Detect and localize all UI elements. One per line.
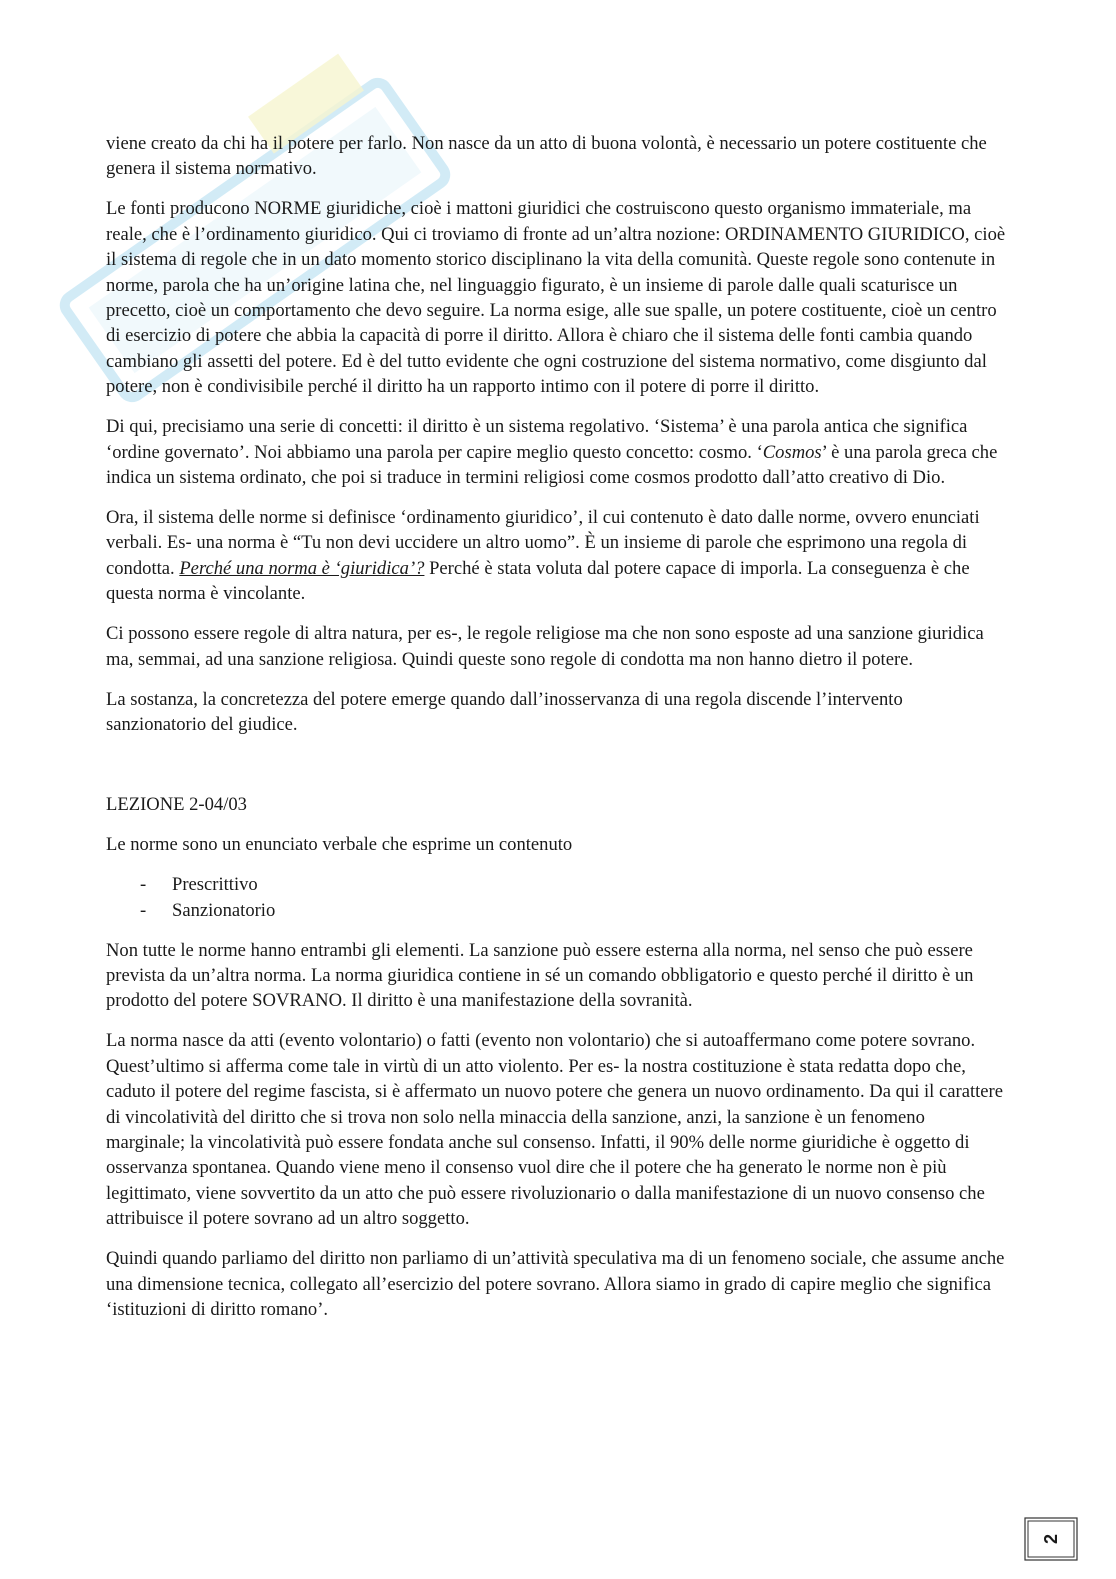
page-number-badge (1022, 1515, 1080, 1563)
lesson-intro: Le norme sono un enunciato verbale che esprime un contenuto (106, 834, 573, 856)
paragraph-atti-fatti: La norma nasce da atti (evento volontario) o fatti (evento non volontario) che si autoaffermano come potere sovrano. Quest’ultimo si afferma come tale in virtù di un atto violento. Per es- la nostra costituzione è stata redatta dopo che, caduto il potere del regime fascista, si è affermato un nuovo potere che genera un nuovo ordinamento. Da qui il carattere di vincolatività del diritto che si trova non solo nella minaccia della sanzione, anzi, la sanzione è un fenomeno marginale; la vincolatività può essere fondata anche sul consenso. Infatti, il 90% delle norme giuridiche è oggetto di osservanza spontanea. Quando viene meno il consenso vuol dire che il potere che ha generato le norme non è più legittimato, viene sovvertito da un atto che può essere rivoluzionario o dalla manifestazione di un nuovo consenso che attribuisce il potere sovrano ad un altro soggetto. (106, 1030, 1003, 1230)
paragraph-regole: Ci possono essere regole di altra natura, per es-, le regole religiose ma che non sono esposte ad una sanzione giuridica ma, semmai, ad una sanzione religiosa. Quindi queste sono regole di condotta ma non hanno dietro il potere. (106, 623, 984, 670)
paragraph-intro: viene creato da chi ha il potere per farlo. Non nasce da un atto di buona volontà, è necessario un potere costituente che genera il sistema normativo. (106, 133, 987, 180)
document-body (106, 131, 1006, 1337)
paragraph-cosmos-italic: Cosmos (762, 441, 822, 463)
list-item (106, 898, 1006, 923)
paragraph-norma (106, 505, 1006, 607)
paragraph-elementi: Non tutte le norme hanno entrambi gli elementi. La sanzione può essere esterna alla norma, nel senso che può essere prevista da un’altra norma. La norma giuridica contiene in sé un comando obbligatorio e questo perché il diritto è un prodotto del potere SOVRANO. Il diritto è una manifestazione della sovranità. (106, 939, 974, 1012)
paragraph-cosmos-before: Di qui, precisiamo una serie di concetti: il diritto è un sistema regolativo. ‘Sistema’ è una parola antica che significa ‘ordine governato’. Noi abbiamo una parola per capire meglio questo concetto: cosmo. ‘ (106, 416, 968, 463)
content-type-list (106, 872, 1006, 923)
paragraph-norma-after: Perché è stata voluta dal potere capace di imporla. La conseguenza è che questa norma è vincolante. (106, 557, 970, 605)
list-dash: - (140, 899, 147, 921)
section-spacer (106, 752, 1006, 792)
list-dash: - (140, 874, 147, 896)
list-item-text: Prescrittivo (172, 874, 258, 896)
paragraph-conclusione: Quindi quando parliamo del diritto non parliamo di un’attività speculativa ma di un fenomeno sociale, che assume anche una dimensione tecnica, collegato all’esercizio del potere sovrano. Allora siamo in grado di capire meglio che significa ‘istituzioni di diritto romano’. (106, 1248, 1005, 1320)
paragraph-cosmos (106, 414, 1006, 490)
paragraph-norma-before: Ora, il sistema delle norme si definisce ‘ordinamento giuridico’, il cui contenuto è dato dalle norme, ovvero enunciati verbali. Es- una norma è “Tu non devi uccidere un altro uomo”. È un insieme di parole che esprimono una regola di condotta. (106, 507, 980, 579)
paragraph-sostanza: La sostanza, la concretezza del potere emerge quando dall’inosservanza di una regola discende l’intervento sanzionatorio del giudice. (106, 688, 903, 736)
list-item-text: Sanzionatorio (172, 899, 276, 921)
paragraph-cosmos-after: ’ è una parola greca che indica un sistema ordinato, che poi si traduce in termini religiosi come cosmos prodotto dall’atto creativo di Dio. (106, 441, 998, 489)
page-number: 2 (1040, 1534, 1061, 1545)
list-item (106, 872, 1006, 897)
lesson-heading: LEZIONE 2-04/03 (106, 794, 247, 816)
paragraph-norma-emphasis: Perché una norma è ‘giuridica’? (179, 557, 425, 579)
paragraph-fonti: Le fonti producono NORME giuridiche, cioè i mattoni giuridici che costruiscono questo organismo immateriale, ma reale, che è l’ordinamento giuridico. Qui ci troviamo di fronte ad un’altra nozione: ORDINAMENTO GIURIDICO, cioè il sistema di regole che in un dato momento storico disciplinano la vita della comunità. Queste regole sono contenute in norme, parola che ha un’origine latina che, nel linguaggio figurato, è un insieme di parole dalle quali scaturisce un precetto, cioè un comportamento che devo seguire. La norma esige, alle sue spalle, un potere costituente, cioè un centro di esercizio di potere che abbia la capacità di porre il diritto. Allora è chiaro che il sistema delle fonti cambia quando cambiano gli assetti del potere. Ed è del tutto evidente che ogni costruzione del sistema normativo, come disgiunto dal potere, non è condivisibile perché il diritto ha un rapporto intimo con il potere di porre il diritto. (106, 198, 1006, 398)
